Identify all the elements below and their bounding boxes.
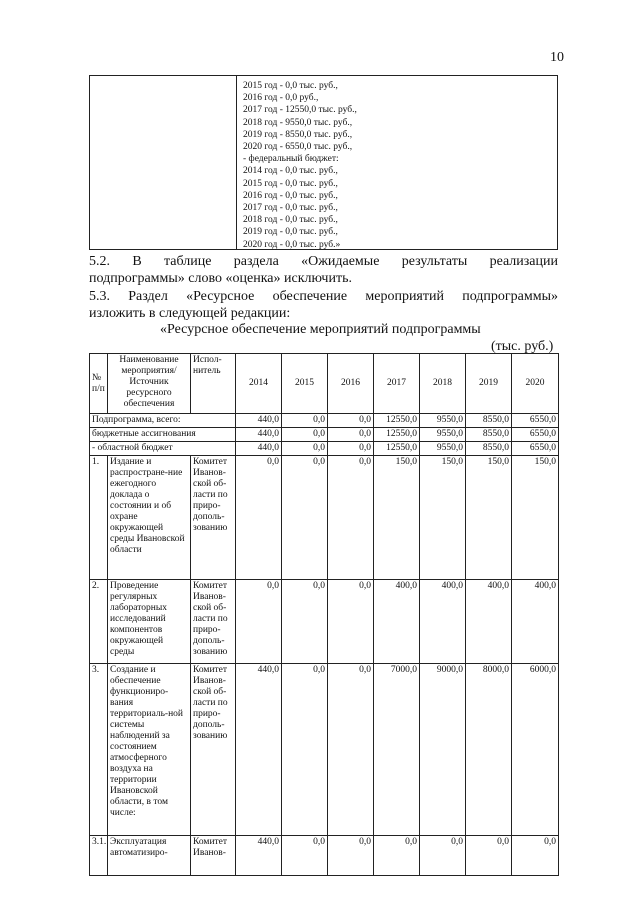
value-cell: 0,0 bbox=[282, 428, 328, 442]
value-cell: 8550,0 bbox=[466, 428, 512, 442]
value-cell: 440,0 bbox=[236, 428, 282, 442]
header-year: 2019 bbox=[466, 354, 512, 414]
row-num: 3. bbox=[90, 664, 108, 836]
value-cell: 0,0 bbox=[328, 664, 374, 836]
value-cell: 0,0 bbox=[328, 580, 374, 664]
funding-line: 2020 год - 6550,0 тыс. руб., bbox=[243, 142, 353, 153]
value-cell: 0,0 bbox=[328, 836, 374, 876]
funding-line: 2020 год - 0,0 тыс. руб.» bbox=[243, 239, 341, 250]
header-year: 2020 bbox=[512, 354, 559, 414]
row-num: 2. bbox=[90, 580, 108, 664]
summary-row bbox=[90, 414, 559, 428]
value-cell: 0,0 bbox=[236, 580, 282, 664]
row-executor: Комитет Иванов-ской об-ласти по приро-дополь-зованию bbox=[191, 664, 236, 836]
value-cell: 12550,0 bbox=[374, 442, 420, 456]
continuation-table bbox=[89, 75, 558, 250]
value-cell: 0,0 bbox=[282, 580, 328, 664]
summary-label: бюджетные ассигнования bbox=[90, 428, 236, 442]
table-row bbox=[90, 836, 559, 876]
funding-line: 2015 год - 0,0 тыс. руб., bbox=[243, 178, 338, 189]
row-executor: Комитет Иванов-ской об-ласти по приро-дополь-зованию bbox=[191, 580, 236, 664]
value-cell: 0,0 bbox=[466, 836, 512, 876]
funding-line: 2019 год - 8550,0 тыс. руб., bbox=[243, 129, 353, 140]
header-name: Наименование мероприятия/ Источник ресурсного обеспечения bbox=[108, 354, 191, 414]
funding-line: - федеральный бюджет: bbox=[243, 154, 339, 165]
header-num: № п/п bbox=[90, 354, 108, 414]
value-cell: 6550,0 bbox=[512, 414, 559, 428]
value-cell: 0,0 bbox=[282, 414, 328, 428]
summary-label: Подпрограмма, всего: bbox=[90, 414, 236, 428]
funding-line: 2018 год - 9550,0 тыс. руб., bbox=[243, 117, 353, 128]
funding-line: 2014 год - 0,0 тыс. руб., bbox=[243, 166, 338, 177]
paragraph-5-3-line1: 5.3. Раздел «Ресурсное обеспечение мероприятий подпрограммы» bbox=[89, 289, 558, 304]
value-cell: 9000,0 bbox=[420, 664, 466, 836]
value-cell: 0,0 bbox=[236, 456, 282, 580]
value-cell: 0,0 bbox=[512, 836, 559, 876]
value-cell: 440,0 bbox=[236, 414, 282, 428]
row-executor: Комитет Иванов- bbox=[191, 836, 236, 876]
value-cell: 0,0 bbox=[374, 836, 420, 876]
unit-label: (тыс. руб.) bbox=[491, 339, 554, 354]
value-cell: 9550,0 bbox=[420, 442, 466, 456]
value-cell: 8000,0 bbox=[466, 664, 512, 836]
value-cell: 150,0 bbox=[374, 456, 420, 580]
row-executor: Комитет Иванов-ской об-ласти по приро-дополь-зованию bbox=[191, 456, 236, 580]
value-cell: 440,0 bbox=[236, 836, 282, 876]
value-cell: 6550,0 bbox=[512, 442, 559, 456]
funding-line: 2019 год - 0,0 тыс. руб., bbox=[243, 227, 338, 238]
value-cell: 0,0 bbox=[282, 836, 328, 876]
row-name: Эксплуатация автоматизиро- bbox=[108, 836, 191, 876]
value-cell: 0,0 bbox=[282, 456, 328, 580]
value-cell: 8550,0 bbox=[466, 414, 512, 428]
summary-label: - областной бюджет bbox=[90, 442, 236, 456]
funding-line: 2017 год - 0,0 тыс. руб., bbox=[243, 203, 338, 214]
value-cell: 0,0 bbox=[282, 664, 328, 836]
funding-line: 2017 год - 12550,0 тыс. руб., bbox=[243, 105, 357, 116]
value-cell: 7000,0 bbox=[374, 664, 420, 836]
header-executor: Испол-нитель bbox=[191, 354, 236, 414]
row-num: 1. bbox=[90, 456, 108, 580]
value-cell: 0,0 bbox=[328, 456, 374, 580]
funding-line: 2018 год - 0,0 тыс. руб., bbox=[243, 215, 338, 226]
table-header-row bbox=[90, 354, 559, 414]
row-name: Проведение регулярных лабораторных исследований компонентов окружающей среды bbox=[108, 580, 191, 664]
value-cell: 150,0 bbox=[420, 456, 466, 580]
paragraph-5-3-line2: изложить в следующей редакции: bbox=[89, 306, 291, 321]
resource-table bbox=[89, 353, 559, 876]
header-year: 2014 bbox=[236, 354, 282, 414]
table-title: «Ресурсное обеспечение мероприятий подпрограммы bbox=[160, 322, 481, 337]
header-year: 2015 bbox=[282, 354, 328, 414]
header-year: 2016 bbox=[328, 354, 374, 414]
paragraph-5-2-line1: 5.2. В таблице раздела «Ожидаемые результаты реализации bbox=[89, 254, 558, 269]
value-cell: 6000,0 bbox=[512, 664, 559, 836]
value-cell: 8550,0 bbox=[466, 442, 512, 456]
header-year: 2017 bbox=[374, 354, 420, 414]
funding-line: 2016 год - 0,0 тыс. руб., bbox=[243, 190, 338, 201]
value-cell: 400,0 bbox=[374, 580, 420, 664]
page-number: 10 bbox=[550, 50, 564, 65]
value-cell: 12550,0 bbox=[374, 428, 420, 442]
header-year: 2018 bbox=[420, 354, 466, 414]
column-divider bbox=[236, 76, 237, 249]
value-cell: 440,0 bbox=[236, 442, 282, 456]
value-cell: 6550,0 bbox=[512, 428, 559, 442]
value-cell: 12550,0 bbox=[374, 414, 420, 428]
funding-line: 2015 год - 0,0 тыс. руб., bbox=[243, 81, 338, 91]
value-cell: 400,0 bbox=[466, 580, 512, 664]
value-cell: 400,0 bbox=[512, 580, 559, 664]
value-cell: 0,0 bbox=[282, 442, 328, 456]
funding-line: 2016 год - 0,0 руб., bbox=[243, 93, 319, 104]
value-cell: 9550,0 bbox=[420, 428, 466, 442]
value-cell: 400,0 bbox=[420, 580, 466, 664]
table-row bbox=[90, 580, 559, 664]
value-cell: 150,0 bbox=[466, 456, 512, 580]
value-cell: 150,0 bbox=[512, 456, 559, 580]
table-row bbox=[90, 664, 559, 836]
value-cell: 0,0 bbox=[328, 414, 374, 428]
value-cell: 440,0 bbox=[236, 664, 282, 836]
value-cell: 0,0 bbox=[328, 442, 374, 456]
paragraph-5-2-line2: подпрограммы» слово «оценка» исключить. bbox=[89, 271, 352, 286]
value-cell: 0,0 bbox=[420, 836, 466, 876]
row-name: Издание и распростране-ние ежегодного доклада о состоянии и об охране окружающей среды Ивановской области bbox=[108, 456, 191, 580]
summary-row bbox=[90, 442, 559, 456]
row-name: Создание и обеспечение функциониро-вания территориаль-ной системы наблюдений за состоянием атмосферного воздуха на территории Ивановской области, в том числе: bbox=[108, 664, 191, 836]
summary-row bbox=[90, 428, 559, 442]
value-cell: 0,0 bbox=[328, 428, 374, 442]
row-num: 3.1. bbox=[90, 836, 108, 876]
table-row bbox=[90, 456, 559, 580]
funding-lines bbox=[243, 80, 357, 251]
value-cell: 9550,0 bbox=[420, 414, 466, 428]
